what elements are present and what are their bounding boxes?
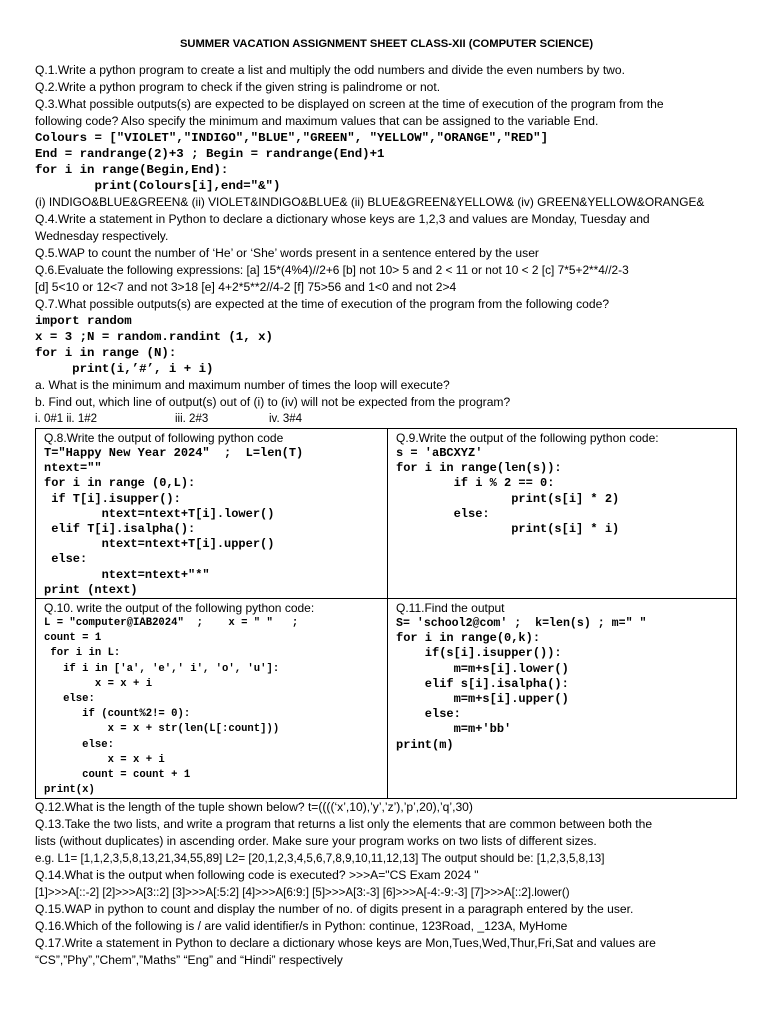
question-11-cell <box>388 599 737 799</box>
question-15: Q.15.WAP in python to count and display the number of no. of digits present in a paragraph entered by the user. <box>35 902 634 917</box>
question-9-code-line: print(s[i] * i) <box>396 521 620 536</box>
question-8-code-line: if T[i].isupper(): <box>44 491 181 506</box>
page-title: SUMMER VACATION ASSIGNMENT SHEET CLASS-XII (COMPUTER SCIENCE) <box>179 38 594 50</box>
question-11-code-line: if(s[i].isupper()): <box>396 646 562 661</box>
question-7-code-line: x = 3 ;N = random.randint (1, x) <box>35 330 273 344</box>
question-7-code-line: for i in range (N): <box>35 346 177 360</box>
question-11-code-line: for i in range(0,k): <box>396 631 541 646</box>
question-4-line-2: Wednesday respectively. <box>35 229 169 243</box>
question-8-code-line: print (ntext) <box>44 582 138 597</box>
question-8-cell <box>36 429 388 599</box>
question-11-code-line: m=m+s[i].lower() <box>396 661 569 676</box>
question-8-code-line: ntext="" <box>44 461 102 476</box>
question-13-line-3: e.g. L1= [1,1,2,3,5,8,13,21,34,55,89] L2= [20,1,2,3,4,5,6,7,8,9,10,11,12,13] The output should be: [1,2,3,5,8,13] <box>35 852 605 866</box>
question-11-code-line: print(m) <box>396 737 454 752</box>
question-10-cell <box>36 599 388 799</box>
question-17-line-1: Q.17.Write a statement in Python to declare a dictionary whose keys are Mon,Tues,Wed,Thur,Fri,Sat and values are <box>35 936 656 951</box>
question-17-line-2: “CS”,”Phy”,”Chem”,”Maths” “Eng” and “Hindi” respectively <box>35 953 343 968</box>
question-2: Q.2.Write a python program to check if the given string is palindrome or not. <box>35 80 441 94</box>
question-3-line-2: following code? Also specify the minimum and maximum values that can be assigned to the variable End. <box>35 114 599 128</box>
question-13-line-2: lists (without duplicates) in ascending order. Make sure your program works on two lists of different sizes. <box>35 834 597 849</box>
question-3-options: (i) INDIGO&BLUE&GREEN& (ii) VIOLET&INDIGO&BLUE& (ii) BLUE&GREEN&YELLOW& (iv) GREEN&YELLOW&ORANGE& <box>35 195 705 209</box>
question-8-code-line: ntext=ntext+"*" <box>44 567 210 582</box>
question-9-code-line: for i in range(len(s)): <box>396 461 562 476</box>
question-5: Q.5.WAP to count the number of ‘He’ or ‘She’ words present in a sentence entered by the user <box>35 246 539 260</box>
question-9-code-line: s = 'aBCXYZ' <box>396 446 483 460</box>
question-7-option-iv: iv. 3#4 <box>269 413 303 425</box>
question-11-code-line: else: <box>396 707 461 722</box>
question-9-heading: Q.9.Write the output of the following python code: <box>396 431 659 445</box>
question-7-options <box>35 411 738 428</box>
question-10-code-line: x = x + i <box>44 677 153 690</box>
question-10-code-line: L = "computer@IAB2024" ; x = " " ; <box>44 617 299 629</box>
question-8-code-line: for i in range (0,L): <box>44 476 196 491</box>
code-questions-grid <box>35 428 737 799</box>
question-11-code-line: S= 'school2@com' ; k=len(s) ; m=" " <box>396 617 647 630</box>
question-3-code-line: print(Colours[i],end="&") <box>35 179 281 193</box>
question-10-code-line: else: <box>44 738 114 751</box>
question-14-line-1: Q.14.What is the output when following code is executed? >>>A="CS Exam 2024 " <box>35 868 479 883</box>
question-11-heading: Q.11.Find the output <box>396 601 505 615</box>
question-1: Q.1.Write a python program to create a list and multiply the odd numbers and divide the even numbers by two. <box>35 63 625 77</box>
question-7-option-iii: iii. 2#3 <box>175 413 209 425</box>
question-11-code-line: elif s[i].isalpha(): <box>396 676 569 691</box>
question-10-code-line: count = count + 1 <box>44 768 191 781</box>
question-8-code-line: ntext=ntext+T[i].upper() <box>44 537 275 552</box>
question-3-code-line: Colours = ["VIOLET","INDIGO","BLUE","GREEN", "YELLOW","ORANGE","RED"] <box>35 131 549 145</box>
question-12: Q.12.What is the length of the tuple shown below? t=((((‘x’,10),’y’,’z’),’p’,20),’q’,30) <box>35 800 473 815</box>
question-10-code-line: count = 1 <box>44 632 102 645</box>
question-8-heading: Q.8.Write the output of following python code <box>44 431 284 445</box>
question-14-line-2: [1]>>>A[::-2] [2]>>>A[3::2] [3]>>>A[:5:2] [4]>>>A[6:9:] [5]>>>A[3:-3] [6]>>>A[-4:-9:-3] [7]>>>A[::2].lower() <box>35 886 570 900</box>
question-11-code-line: m=m+s[i].upper() <box>396 691 569 706</box>
question-9-code-line: else: <box>396 506 490 521</box>
question-4-line-1: Q.4.Write a statement in Python to declare a dictionary whose keys are 1,2,3 and values are Monday, Tuesday and <box>35 212 650 226</box>
assignment-sheet <box>35 36 738 969</box>
question-16: Q.16.Which of the following is / are valid identifier/s in Python: continue, 123Road, _123A, MyHome <box>35 919 568 934</box>
question-10-code-line: x = x + str(len(L[:count])) <box>44 723 280 736</box>
question-11-code-line: m=m+'bb' <box>396 722 512 737</box>
question-10-code-line: if i in ['a', 'e',' i', 'o', 'u']: <box>44 662 280 675</box>
question-6-line-1: Q.6.Evaluate the following expressions: [a] 15*(4%4)//2+6 [b] not 10> 5 and 2 < 11 or not 10 < 2 [c] 7*5+2**4//2-3 <box>35 263 629 277</box>
question-6-line-2: [d] 5<10 or 12<7 and not 3>18 [e] 4+2*5**2//4-2 [f] 75>56 and 1<0 and not 2>4 <box>35 280 457 294</box>
question-8-code-line: else: <box>44 552 88 567</box>
question-8-code-line: T="Happy New Year 2024" ; L=len(T) <box>44 446 304 460</box>
question-9-code-line: print(s[i] * 2) <box>396 491 620 506</box>
question-8-code-line: ntext=ntext+T[i].lower() <box>44 506 275 521</box>
question-7-part-b: b. Find out, which line of output(s) out of (i) to (iv) will not be expected from the program? <box>35 395 511 409</box>
question-7-code-line: print(i,’#’, i + i) <box>35 362 214 376</box>
question-9-cell <box>388 429 737 599</box>
question-7-code-line: import random <box>35 314 132 328</box>
question-10-code-line: for i in L: <box>44 647 121 660</box>
question-7-option-i-ii: i. 0#1 ii. 1#2 <box>35 413 98 425</box>
question-7: Q.7.What possible outputs(s) are expected at the time of execution of the program from the following code? <box>35 297 610 311</box>
question-3-line-1: Q.3.What possible outputs(s) are expected to be displayed on screen at the time of execution of the program from the <box>35 97 664 111</box>
question-10-code-line: print(x) <box>44 784 95 797</box>
question-10-code-line: x = x + i <box>44 753 165 766</box>
question-7-part-a: a. What is the minimum and maximum number of times the loop will execute? <box>35 378 450 392</box>
question-9-code-line: if i % 2 == 0: <box>396 476 555 491</box>
question-3-code-line: for i in range(Begin,End): <box>35 163 229 177</box>
question-10-code-line: else: <box>44 692 95 705</box>
question-10-code-line: if (count%2!= 0): <box>44 708 191 721</box>
question-13-line-1: Q.13.Take the two lists, and write a program that returns a list only the elements that are common between both the <box>35 817 653 832</box>
question-8-code-line: elif T[i].isalpha(): <box>44 521 196 536</box>
question-10-heading: Q.10. write the output of the following python code: <box>44 601 315 615</box>
question-3-code-line: End = randrange(2)+3 ; Begin = randrange(End)+1 <box>35 147 385 161</box>
